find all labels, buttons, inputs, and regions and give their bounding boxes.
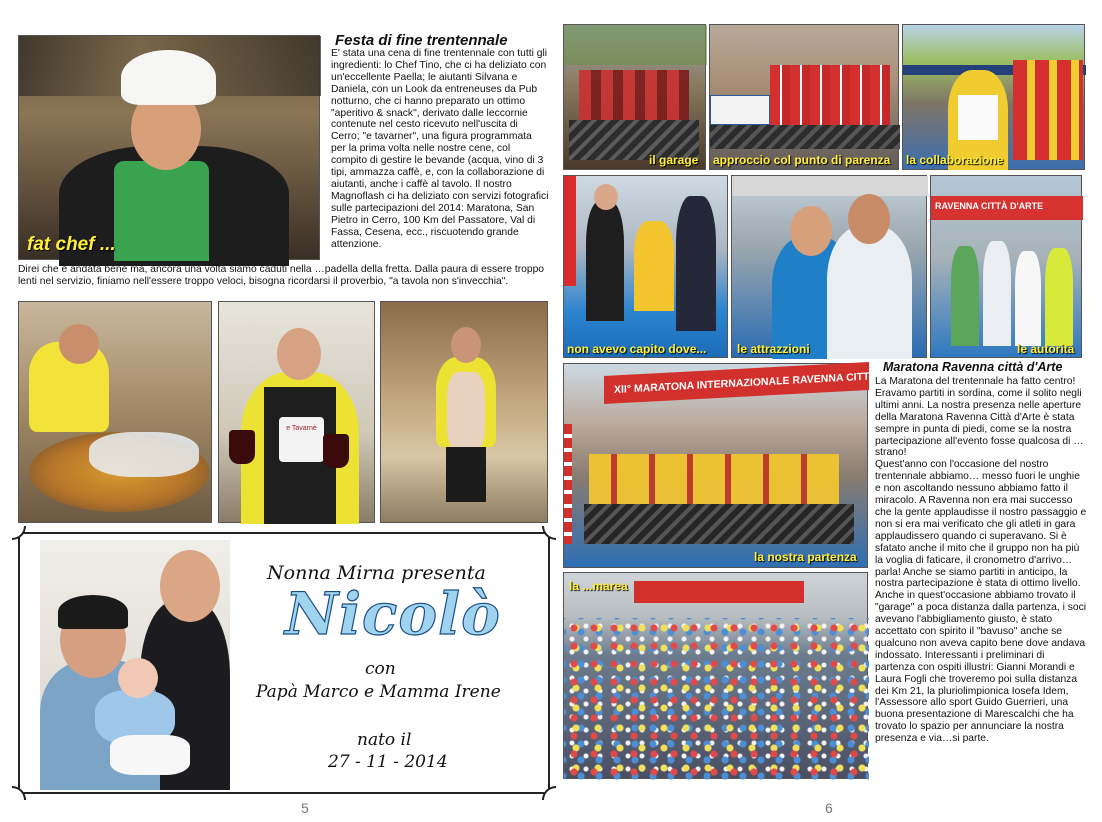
- caption-fat-chef: fat chef ...: [27, 234, 116, 255]
- article-body-maratona: [875, 376, 1087, 745]
- photo-non-avevo: [563, 175, 728, 358]
- photo-paella: [18, 301, 212, 523]
- caption-collaborazione: la collaborazione: [906, 153, 1004, 167]
- banner-maratona: XII° MARATONA INTERNAZIONALE RAVENNA CITTÀ D'ARTE: [614, 368, 919, 396]
- article-body-festa-full: Direi che è andata bene ma, ancora una volta siamo caduti nella …padella della fretta. Dalla paura di essere troppo lenti nel servizio, finiamo nell'essere troppo veloci, bisogna ricordarsi il proverbio, "a tavola non s'invecchia".: [18, 264, 545, 287]
- caption-autorita: le autorità: [1017, 342, 1075, 356]
- article-title-festa: Festa di fine trentennale: [335, 32, 508, 49]
- apron-label: e Tavarnè: [279, 417, 324, 462]
- caption-garage: il garage: [649, 153, 699, 167]
- card-line-presenta: Nonna Mirna presenta: [267, 562, 486, 584]
- article-title-maratona: Maratona Ravenna città d'Arte: [883, 360, 1063, 374]
- page-number-left: 5: [301, 800, 309, 816]
- caption-partenza: la nostra partenza: [754, 550, 857, 564]
- page-number-right: 6: [825, 800, 833, 816]
- caption-approccio: approccio col punto di parenza: [713, 153, 891, 167]
- photo-approccio: [709, 24, 899, 170]
- caption-attrazioni: le attrazzioni: [737, 342, 810, 356]
- card-line-parents: Papà Marco e Mamma Irene: [256, 682, 501, 702]
- caption-non-avevo: non avevo capito dove...: [567, 342, 707, 356]
- photo-partenza: [563, 363, 919, 568]
- photo-attrazioni: [731, 175, 927, 358]
- photo-collaborazione: [902, 24, 1085, 170]
- photo-marea: [563, 572, 868, 779]
- photo-garage: [563, 24, 706, 170]
- card-date: 27 - 11 - 2014: [328, 752, 448, 772]
- photo-autorita: [930, 175, 1082, 358]
- caption-marea: la ...marea: [569, 579, 628, 593]
- photo-entreneuse: [380, 301, 548, 523]
- birth-announcement-card: [18, 532, 550, 794]
- photo-fat-chef: [18, 35, 320, 260]
- card-line-con: con: [365, 659, 396, 679]
- article-paragraph: Quest'anno con l'occasione del nostro trentennale abbiamo… messo fuori le unghie e non ascoltando nessuno abbiamo fatto il miracolo. A Ravenna non era mai successo che la gente applaudisse il nostro passaggio e non si era mai verificato che gli atleti in gara applaudissero quando ci superavano. Si è sfatato anche il mito che il gruppo non ha più la voglia di faticare, il cronometro d'arrivo… parla! Anche se siamo partiti in anticipo, la nostra partecipazione è stata di ottimo livello. Anche in quest'occasione abbiamo trovato il "garage" a poca distanza dalla partenza, i soci avevano l'abbigliamento giusto, è stato accettato con spirito il "bavuso" anche se qualcuno non aveva capito bene dove andava indossato. Interessanti i preliminari di partenza con ospiti illustri: Gianni Morandi e Laura Fogli che troveremo poi sulla distanza dei Km 21, la pluriolimpionica Iosefa Idem, l'Assessore allo sport Guido Guerrieri, una buona presentazione di Marescalchi che ha trovato lo spazio per annunciare la nostra presenza e via…si parte.: [875, 459, 1087, 745]
- card-line-nato: nato il: [357, 730, 412, 750]
- article-paragraph: La Maratona del trentennale ha fatto centro! Eravamo partiti in sordina, come il solito negli ultimi anni. La nostra presenza nelle aperture della Maratona Ravenna Città d'Arte è stata sempre in punta di piedi, come se la nostra partecipazione all'evento fosse qualcosa di … strano!: [875, 376, 1084, 459]
- banner-autorita: RAVENNA CITTÀ D'ARTE: [935, 201, 1044, 211]
- photo-tavarner: [218, 301, 375, 523]
- card-name: Nicolò: [285, 580, 501, 648]
- article-body-festa-column: E' stata una cena di fine trentennale con tutti gli ingredienti: lo Chef Tino, che ci ha deliziato con un'eccellente Paella; le aiutanti Silvana e Daniela, con un Look da entreneuses da Pub notturno, che ci hanno preparato un ottimo "aperitivo & snack", derivato dalle leccornie contenute nel cesto ricevuto nell'uscita di Cerro; "e tavarner", una figura programmata per la prima volta nelle nostre cene, col compito di gestire le bevande (acqua, vino di 3 tipi, ammazza caffè, e, con la collaborazione di aiutanti, anche i caffè al tavolo. Il nostro Magnoflash ci ha deliziato con servizi fotografici sulle partecipazioni del 2014: Maratona, San Pietro in Cerro, 100 Km del Passatore, Val di Fassa, Cesena, ecc., riscuotendo grande attenzione.: [331, 48, 549, 250]
- photo-family: [40, 540, 230, 790]
